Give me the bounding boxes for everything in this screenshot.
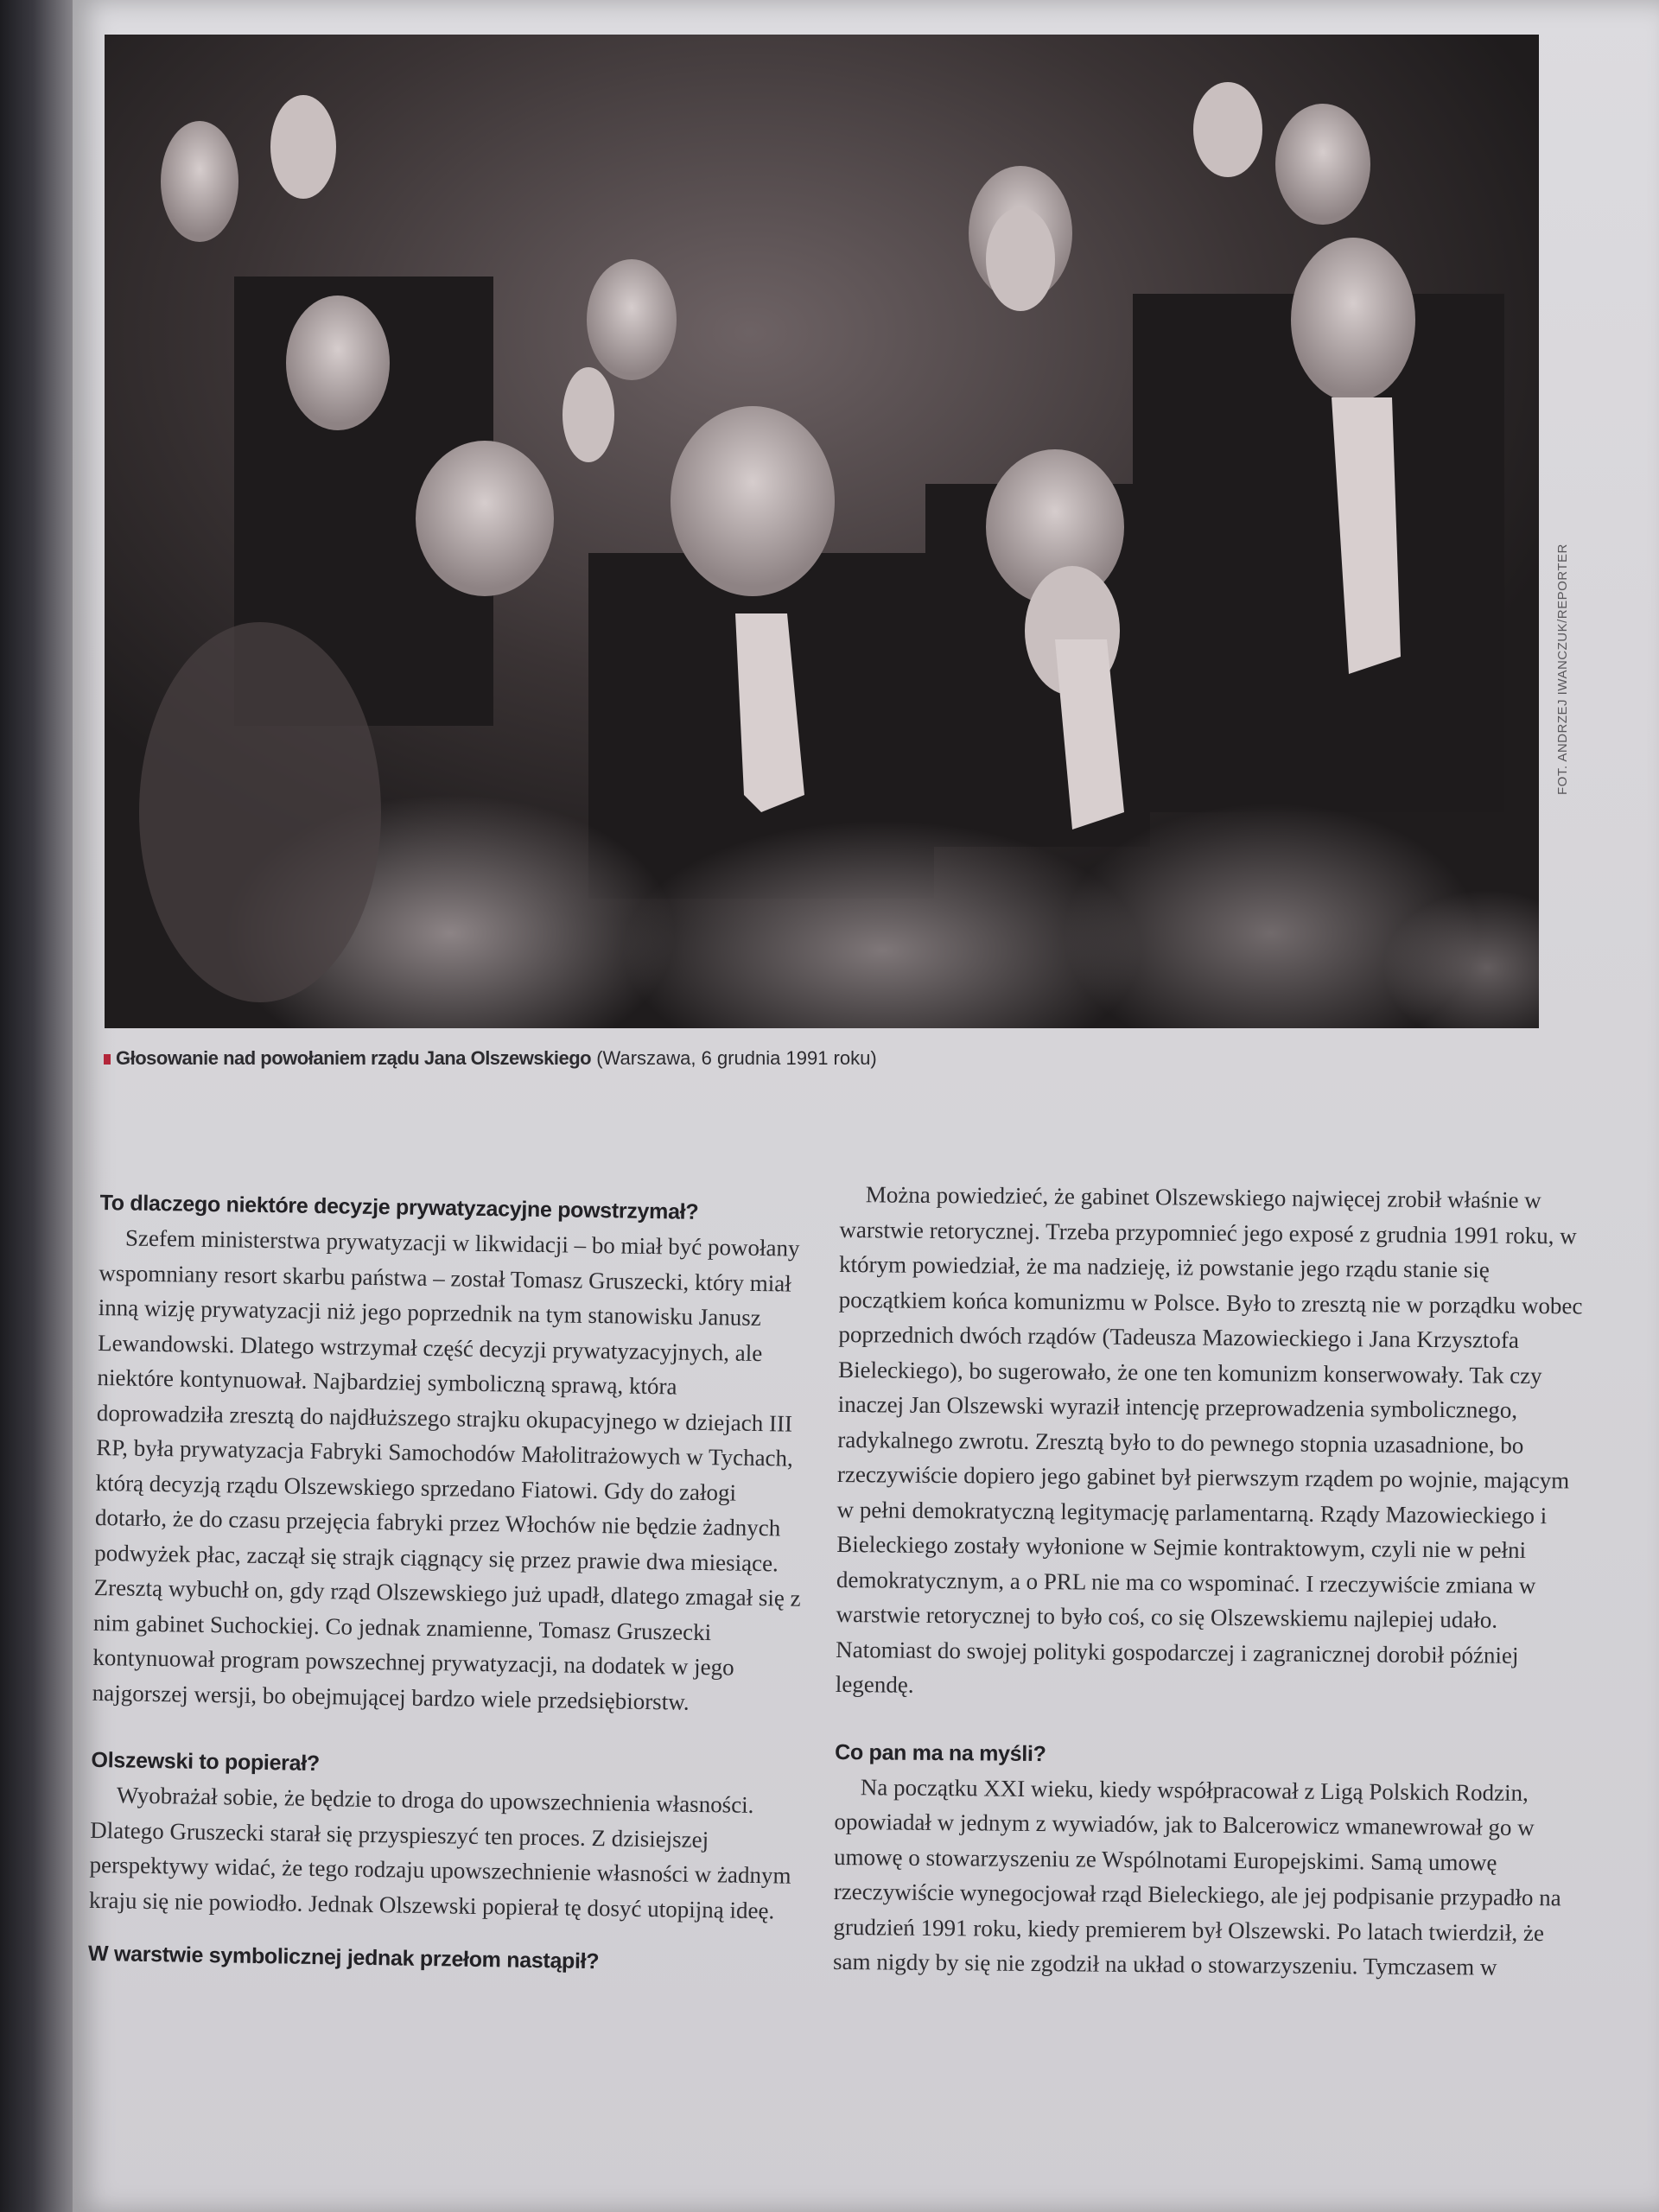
left-column xyxy=(88,1185,812,1982)
photo-illustration xyxy=(105,35,1539,1028)
answer-paragraph: Wyobrażał sobie, że będzie to droga do upowszechnienia własności. Dlatego Gruszecki starał się przyspieszyć ten proces. Z dzisiejszej perspektywy widać, że tego rodzaju upowszechnienie własności w żadnym kraju się nie powiodło. Jednak Olszewski popierał tę dosyć utopijną ideę. xyxy=(88,1782,791,1923)
question-heading: Olszewski to popierał? xyxy=(91,1747,321,1777)
caption-marker xyxy=(104,1054,111,1065)
question-heading: To dlaczego niektóre decyzje prywatyzacyjne powstrzymał? xyxy=(99,1190,699,1224)
answer-paragraph: Na początku XXI wieku, kiedy współpracował z Ligą Polskich Rodzin, opowiadał w jednym z wywiadów, jak to Balcerowicz wmanewrował go w umowę o stowarzyszeniu ze Wspólnotami Europejskimi. Samą umowę rzeczywiście wynegocjował rząd Bieleckiego, ale jej podpisanie przypadło na grudzień 1991 roku, kiedy premierem był Olszewski. Po latach twierdził, że sam nigdy by się nie zgodził na układ o stowarzyszeniu. Tymczasem w xyxy=(832,1773,1561,1980)
question-heading: Co pan ma na myśli? xyxy=(835,1739,1046,1766)
caption-title: Głosowanie nad powołaniem rządu Jana Olszewskiego xyxy=(116,1047,592,1069)
parliament-vote-photo xyxy=(105,35,1539,1028)
right-column xyxy=(833,1177,1592,1986)
question-heading: W warstwie symbolicznej jednak przełom nastąpił? xyxy=(87,1941,600,1974)
photo-credit: FOT. ANDRZEJ IWANCZUK/REPORTER xyxy=(1555,543,1570,795)
photo-caption xyxy=(104,1047,1400,1070)
caption-details: (Warszawa, 6 grudnia 1991 roku) xyxy=(596,1047,877,1069)
answer-paragraph: Można powiedzieć, że gabinet Olszewskiego najwięcej zrobił właśnie w warstwie retorycznej. Trzeba przypomnieć jego exposé z grudnia 1991 roku, w którym powiedział, że ma nadzieję, iż powstanie jego rządu stanie się początkiem końca komunizmu w Polsce. Było to zresztą nie w porządku wobec poprzednich dwóch rządów (Tadeusza Mazowieckiego i Jana Krzysztofa Bieleckiego), bo sugerowało, że one ten komunizm konserwowały. Tak czy inaczej Jan Olszewski wyraził intencję przeprowadzenia symbolicznego, radykalnego zwrotu. Zresztą było to do pewnego stopnia uzasadnione, bo rzeczywiście dopiero jego gabinet był pierwszym rządem po wojnie, mającym w pełni demokratyczną legitymację parlamentarną. Rządy Mazowieckiego i Bieleckiego zostały wyłonione w Sejmie kontraktowym, czyli nie w pełni demokratycznym, a o PRL nie ma co wspominać. I rzeczywiście zmiana w warstwie retorycznej to było coś, co się Olszewskiemu najlepiej udało. Natomiast do swojej polityki gospodarczej i zagranicznej dorobił później legendę. xyxy=(835,1181,1583,1698)
answer-paragraph: Szefem ministerstwa prywatyzacji w likwidacji – bo miał być powołany wspomniany resort skarbu państwa – został Tomasz Gruszecki, który miał inną wizję prywatyzacji niż jego poprzednik na tym stanowisku Janusz Lewandowski. Dlatego wstrzymał część decyzji prywatyzacyjnych, ale niektóre kontynuował. Najbardziej symboliczną sprawą, która doprowadziła zresztą do najdłuższego strajku okupacyjnego w dziejach III RP, była prywatyzacja Fabryki Samochodów Małolitrażowych w Tychach, którą decyzją rządu Olszewskiego sprzedano Fiatowi. Gdy do załogi dotarło, że do czasu przejęcia fabryki przez Włochów nie będzie żadnych podwyżek płac, zaczął się strajk ciągnący się przez prawie dwa miesiące. Zresztą wybuchł on, gdy rząd Olszewskiego już upadł, dlatego zmagał się z nim gabinet Suchockiej. Co jednak znamienne, Tomasz Gruszecki kontynuował program powszechnej prywatyzacji, na dodatek w jego najgorszej wersji, bo obejmującej bardzo wiele przedsiębiorstw. xyxy=(92,1224,801,1715)
